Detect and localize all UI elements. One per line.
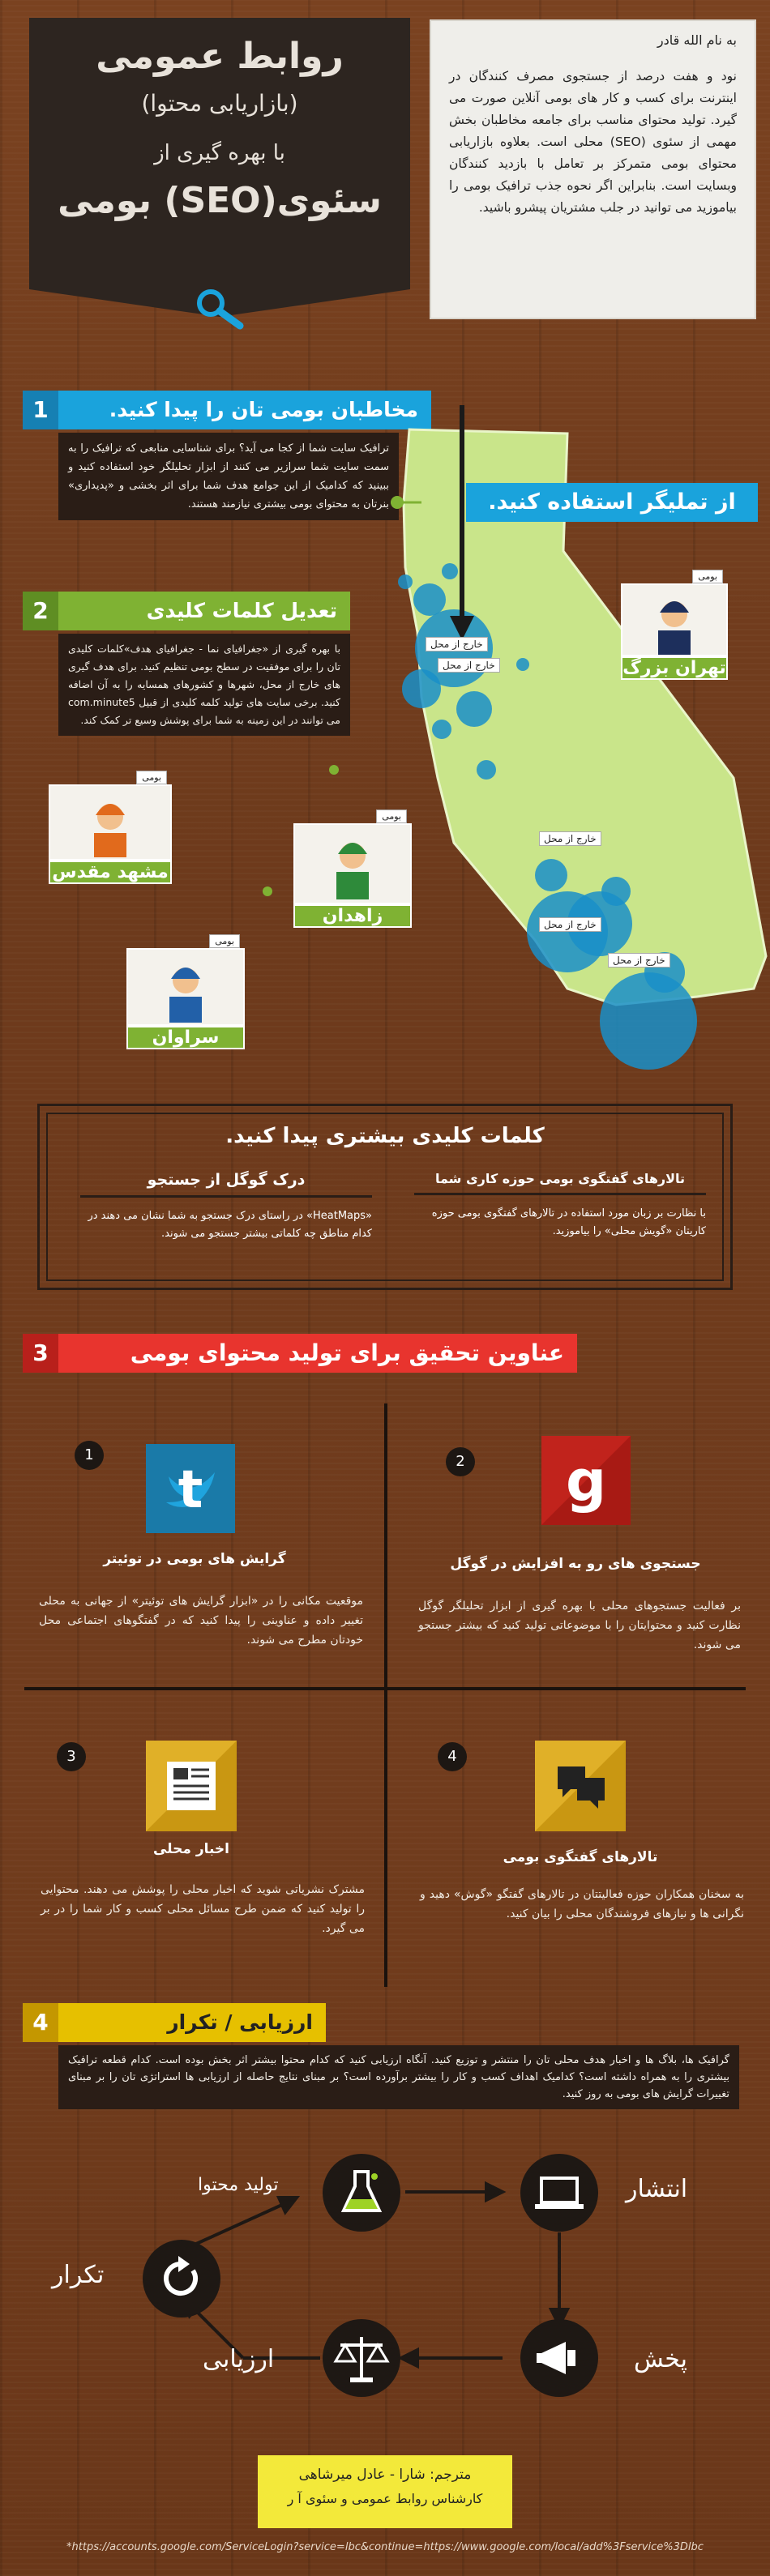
svg-text:g: g bbox=[565, 1448, 607, 1514]
keywords-right bbox=[414, 1171, 706, 1241]
cell-text: بر فعالیت جستجوهای محلی با بهره گیری از ابزار تحلیلگر گوگل نظارت کنید و محتوایتان را با موضوعاتی تولید کنید که بیشتر جستجو می شوند. bbox=[418, 1600, 741, 1651]
section1-title: مخاطبان بومی تان را پیدا کنید. bbox=[58, 391, 431, 429]
keywords-box bbox=[37, 1104, 733, 1290]
city-label: تهران بزرگ bbox=[621, 656, 728, 680]
cycle-label-produce: تولید محتوا bbox=[198, 2175, 279, 2195]
main-title: روابط عمومی bbox=[96, 36, 344, 77]
cycle-label-repeat: تکرار bbox=[52, 2261, 105, 2289]
title-panel bbox=[29, 18, 410, 289]
main-subtitle: (بازاریابی محتوا) bbox=[141, 90, 298, 117]
section2-number: 2 bbox=[23, 592, 58, 630]
section1-number: 1 bbox=[23, 391, 58, 429]
cell-text: مشترک نشریاتی شوید که اخبار محلی را پوشش می دهند. محتوایی را تولید کنید که ضمن طرح مسائل محلی کسب و کار شما را در بر می گیرد. bbox=[41, 1883, 365, 1935]
out-area-tag: خارج از محل bbox=[539, 831, 601, 846]
cell-title: گرایش های بومی در توئیتر bbox=[103, 1551, 286, 1567]
cell-title: تالارهای گفتگوی بومی bbox=[503, 1849, 658, 1865]
cycle-label-distribute: پخش bbox=[634, 2345, 687, 2373]
section2-title: تعدیل کلمات کلیدی bbox=[58, 592, 350, 630]
local-tag: بومی bbox=[209, 934, 240, 948]
city-label: سراوان bbox=[126, 1026, 245, 1049]
local-tag: بومی bbox=[376, 810, 407, 823]
section4-number: 4 bbox=[23, 2003, 58, 2042]
title-seo: سئوی(SEO) بومی bbox=[58, 180, 382, 221]
avatar bbox=[293, 823, 412, 904]
grid-horizontal-line bbox=[24, 1687, 746, 1690]
cycle-label-evaluate: ارزیابی bbox=[203, 2345, 275, 2373]
heatmap-text: «HeatMaps» در راستای درک جستجو به شما نشان می دهند در کدام مناطق چه کلماتی بیشتر جستجو می شوند. bbox=[88, 1210, 372, 1240]
section4-title: ارزیابی / تکرار bbox=[58, 2003, 326, 2042]
avatar bbox=[49, 784, 172, 861]
grid-vertical-line bbox=[384, 1403, 387, 1987]
translator-name: مترجم: شارا - عادل میرشاهی bbox=[298, 2467, 472, 2483]
source-url: *https://accounts.google.com/ServiceLogin?service=lbc&continue=https://www.google.com/local/add%3Fservice%3Dlbc bbox=[66, 2541, 704, 2553]
section3-title: عناوین تحقیق برای تولید محتوای بومی bbox=[58, 1334, 577, 1373]
city-card-tehran bbox=[621, 567, 728, 680]
section2-text: با بهره گیری از «جغرافیای نما - جغرافیای هدف»کلمات کلیدی تان را برای موفقیت در سطح بومی تنظیم کنید. برای هدف گیری های خارج از محل، شهرها و کشورهای همسایه را به آن اضافه کنید. برخی سایت های تولید کلمه کلیدی از قبیل com.minute5 می توانند در این زمینه به شما برای پوشش وسیع تر کمک کند. bbox=[58, 634, 350, 736]
local-tag: بومی bbox=[692, 570, 723, 583]
forum-icon bbox=[535, 1741, 626, 1835]
svg-text:t: t bbox=[178, 1460, 203, 1520]
section3-number: 3 bbox=[23, 1334, 58, 1373]
cell-title: اخبار محلی bbox=[152, 1841, 230, 1857]
flask-icon bbox=[323, 2154, 400, 2232]
news-icon bbox=[146, 1741, 237, 1835]
forum-keywords-text: با نظارت بر زبان مورد استفاده در تالارهای گفتگوی بومی حوزه کاریتان «گویش محلی» را بیاموزید. bbox=[431, 1207, 706, 1237]
section1-text: ترافیک سایت شما از کجا می آید؟ برای شناسایی منابعی که ترافیک را به سمت سایت شما سرازیر می کنند از ابزار تحلیلگر خود استفاده کنید و ببینید که کدامیک از این جوامع هدف شما برای اثر بخشی و «پدیداری» بنرتان به محتوای بومی بیشتری نیازمند هستند. bbox=[58, 433, 399, 520]
google-icon bbox=[541, 1436, 631, 1528]
intro-box bbox=[430, 19, 756, 319]
section4-text: گرافیک ها، بلاگ ها و اخبار هدف محلی تان را منتشر و توزیع کنید. آنگاه ارزیابی کنید که کدام محتوا بیشتر اثر بخش بوده است. کدام قطعه ترافیک بیشتری را به همراه داشته است؟ کدامیک اهداف کسب و کار را بیشتر برآورده است؟ بر مبنای نتایج حاصله از ارزیابی ها استراتژی تان را بر مبنای تغییرات گرایش های بومی به روز کنید. bbox=[58, 2045, 739, 2109]
local-tag: بومی bbox=[136, 771, 167, 784]
cell-text: موقعیت مکانی را در «ابزار گرایش های توئیتر» از جهانی به محلی تغییر داده و عناوینی را پیدا کنید که در گفتگوهای اجتماعی محل خودتان مطرح می شوند. bbox=[39, 1595, 363, 1647]
city-label: مشهد مقدس bbox=[49, 861, 172, 884]
cell-number: 1 bbox=[75, 1441, 104, 1470]
title-connector: با بهره گیری از bbox=[154, 141, 285, 165]
intro-text: نود و هفت درصد از جستجوی مصرف کنندگان در اینترنت برای کسب و کار های بومی آنلاین صورت می گیرد. تولید محتوای مناسب برای جامعه مخاطبان بخش مهمی از سئوی (SEO) محلی است. بعلاوه بازاریابی محتوای بومی متمرکز بر تعامل با بازدید کنندگان وبسایت است. بنابراین اگر نحوه جذب ترافیک بومی را بیاموزید می توانید در جلب مشتریان پیشرو باشید. bbox=[449, 69, 737, 215]
city-card-zahedan bbox=[293, 807, 412, 928]
cycle-label-publish: انتشار bbox=[626, 2175, 688, 2203]
megaphone-icon bbox=[520, 2319, 598, 2397]
out-area-tag: خارج از محل bbox=[438, 658, 500, 673]
out-area-tag: خارج از محل bbox=[426, 637, 488, 651]
bismillah: به نام الله قادر bbox=[657, 32, 737, 48]
translator-credit bbox=[258, 2455, 512, 2528]
city-card-mashhad bbox=[49, 768, 172, 884]
avatar bbox=[126, 948, 245, 1026]
keywords-title: کلمات کلیدی بیشتری پیدا کنید. bbox=[225, 1124, 545, 1148]
magnifier-icon bbox=[193, 285, 250, 337]
twitter-icon bbox=[146, 1444, 235, 1536]
cell-title: جستجوی های رو به افزایش در گوگل bbox=[450, 1556, 701, 1572]
avatar bbox=[621, 583, 728, 656]
heatmap-title: درک گوگل از جستجو bbox=[80, 1171, 372, 1198]
city-label: زاهدان bbox=[293, 904, 412, 928]
cell-number: 4 bbox=[438, 1742, 467, 1771]
out-area-tag: خارج از محل bbox=[539, 917, 601, 932]
keywords-left bbox=[80, 1171, 372, 1243]
scale-icon bbox=[323, 2319, 400, 2397]
out-area-tag: خارج از محل bbox=[608, 953, 670, 968]
city-card-saravan bbox=[126, 932, 245, 1049]
cell-number: 2 bbox=[446, 1447, 475, 1476]
forum-keywords-title: تالارهای گفتگوی بومی حوزه کاری شما bbox=[414, 1171, 706, 1195]
translator-role: کارشناس روابط عمومی و سئوی آ ر bbox=[287, 2491, 483, 2506]
laptop-icon bbox=[520, 2154, 598, 2232]
analytics-banner: از تملیگر استفاده کنید. bbox=[466, 483, 758, 522]
repeat-icon bbox=[143, 2240, 220, 2318]
cell-number: 3 bbox=[57, 1742, 86, 1771]
cell-text: به سخنان همکاران حوزه فعالیتتان در تالارهای گفتگو «گوش» دهید و نگرانی ها و نیازهای فروشندگان محلی را بیان کنید. bbox=[420, 1888, 744, 1920]
